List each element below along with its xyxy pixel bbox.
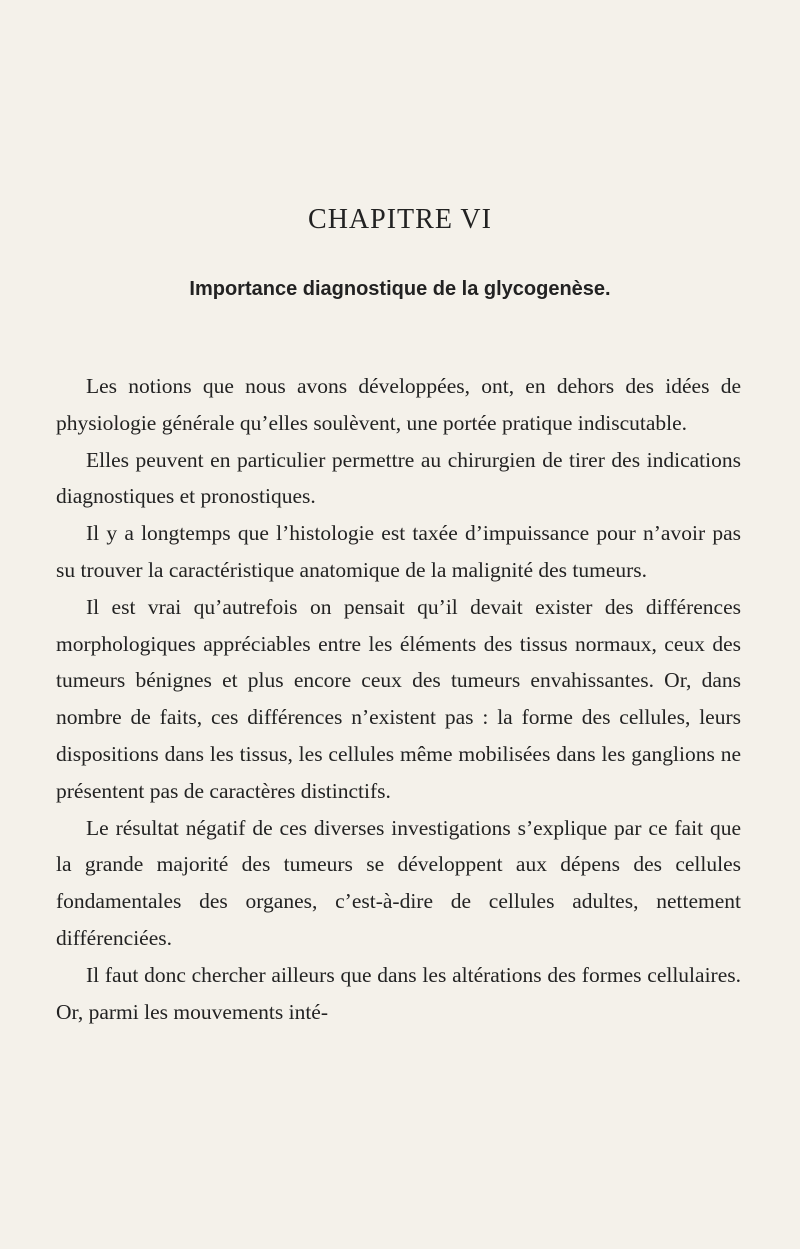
paragraph: Il est vrai qu’autrefois on pensait qu’il devait exister des différences morphologiques appréciables entre les éléments des tissus normaux, ceux des tumeurs bénignes et plus encore ceux des tumeurs envahissantes. Or, dans nombre de faits, ces différences n’existent pas : la forme des cellules, leurs dispositions dans les tissus, les cellules même mobilisées dans les ganglions ne présentent pas de caractères distinctifs. (56, 594, 741, 803)
chapter-subtitle: Importance diagnostique de la glycogenèse. (189, 278, 611, 300)
paragraph: Les notions que nous avons développées, ont, en dehors des idées de physiologie générale qu’elles soulèvent, une portée pratique indiscutable. (56, 374, 741, 435)
paragraph: Il faut donc chercher ailleurs que dans les altérations des formes cellulaires. Or, parmi les mouvements inté- (56, 962, 741, 1024)
chapter-title: CHAPITRE VI (308, 204, 492, 235)
paragraph: Elles peuvent en particulier permettre au chirurgien de tirer des indications diagnostiques et pronostiques. (56, 447, 741, 509)
paragraph: Il y a longtemps que l’histologie est taxée d’impuissance pour n’avoir pas su trouver la caractéristique anatomique de la malignité des tumeurs. (56, 521, 741, 582)
body-text (56, 368, 741, 1030)
paragraph: Le résultat négatif de ces diverses investigations s’explique par ce fait que la grande majorité des tumeurs se développent aux dépens des cellules fondamentales des organes, c’est-à-dire de cellules adultes, nettement différenciées. (56, 815, 741, 950)
